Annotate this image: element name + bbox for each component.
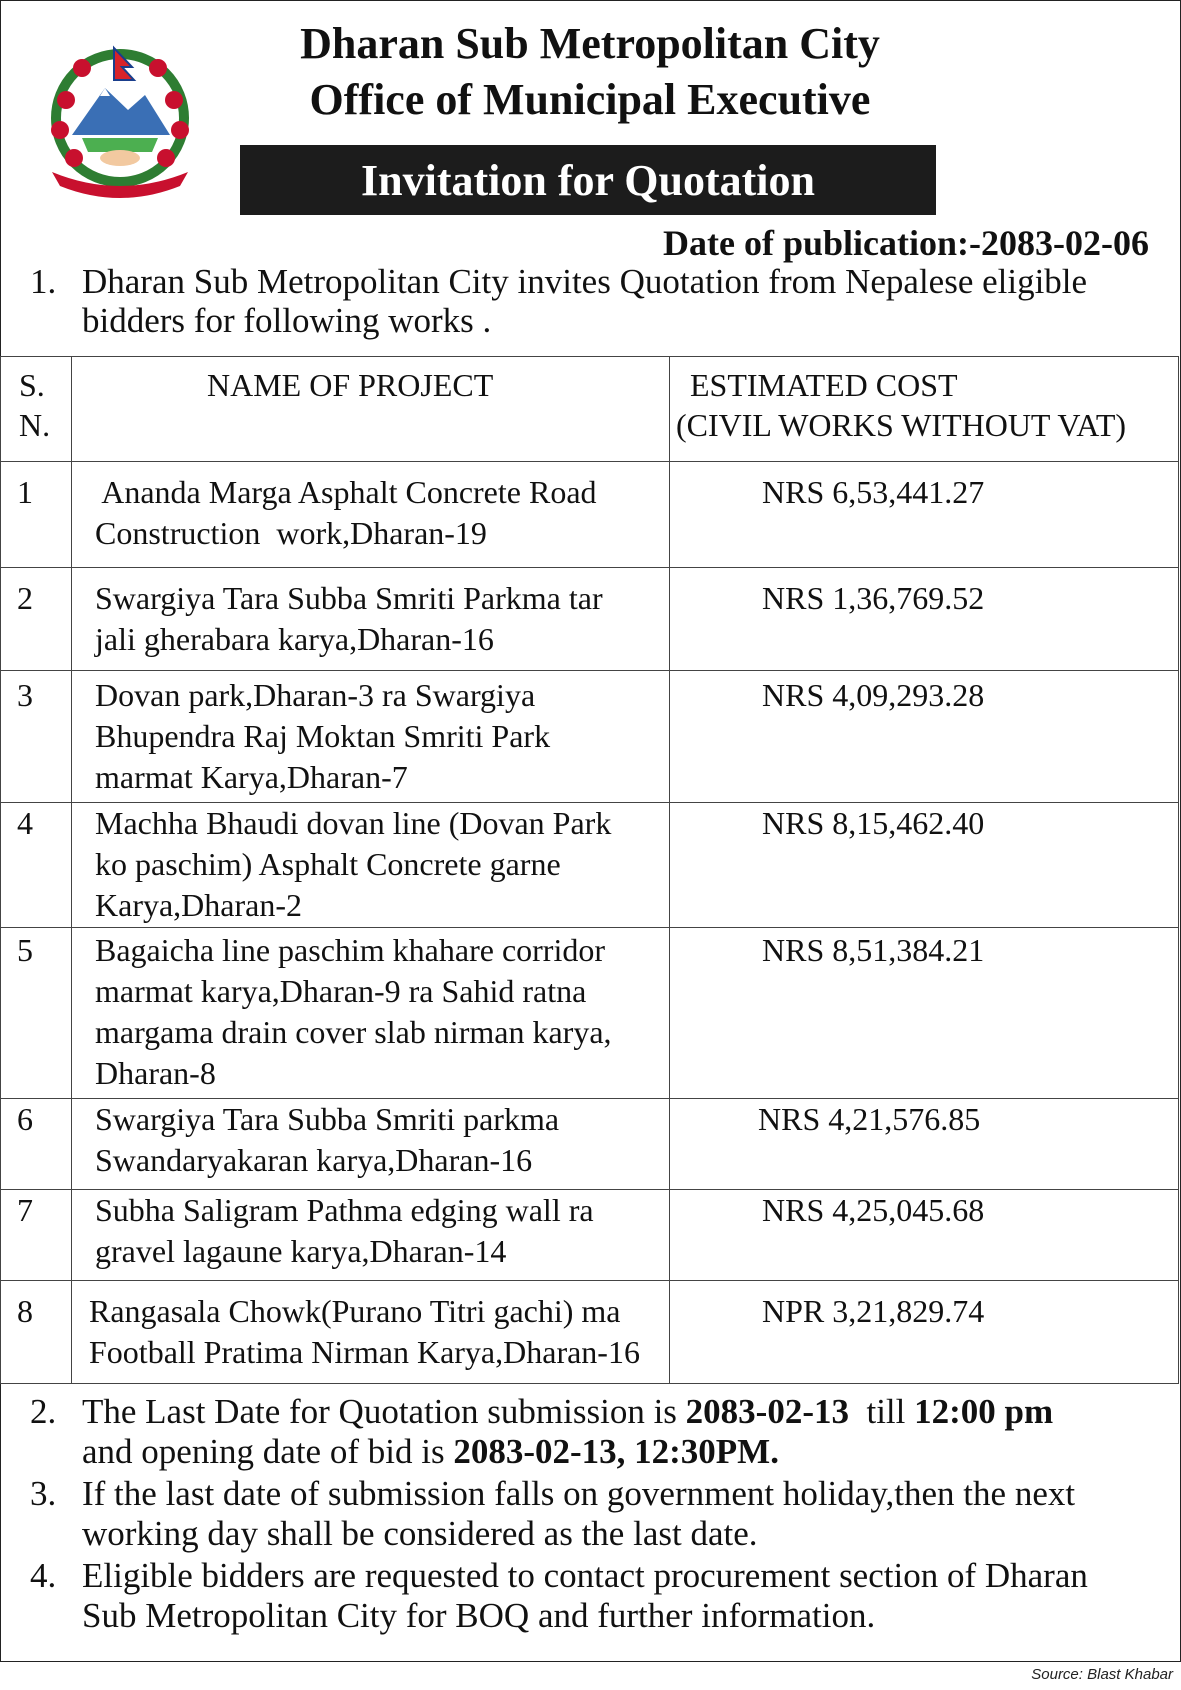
intro-paragraph [30, 262, 1160, 340]
row-sn: 5 [1, 928, 72, 1099]
note-4: 4. Eligible bidders are requested to contact procurement section of Dharan Sub Metropolitan City for BOQ and further information. [30, 1556, 1088, 1635]
row-sn: 2 [1, 568, 72, 671]
row-cost: NRS 4,25,045.68 [670, 1190, 1179, 1281]
row-project-name: Swargiya Tara Subba Smriti parkma Swandaryakaran karya,Dharan-16 [72, 1099, 670, 1190]
header-estimated-cost: ESTIMATED COST (CIVIL WORKS WITHOUT VAT) [670, 357, 1179, 462]
row-sn: 6 [1, 1099, 72, 1190]
row-cost: NRS 6,53,441.27 [670, 462, 1179, 568]
row-cost: NRS 8,15,462.40 [670, 803, 1179, 928]
table-row [1, 1190, 1179, 1281]
note-3: 3. If the last date of submission falls on government holiday,then the next working day shall be considered as the last date. [30, 1474, 1076, 1553]
emblem-map [82, 138, 158, 152]
row-sn: 1 [1, 462, 72, 568]
source-credit: Source: Blast Khabar [1031, 1666, 1173, 1683]
row-project-name: Rangasala Chowk(Purano Titri gachi) ma Football Pratima Nirman Karya,Dharan-16 [72, 1281, 670, 1384]
row-cost: NRS 8,51,384.21 [670, 928, 1179, 1099]
intro-number: 1. [30, 262, 57, 301]
table-row [1, 803, 1179, 928]
works-table [0, 356, 1179, 1384]
note-2: 2. The Last Date for Quotation submission is 2083-02-13 till 12:00 pm and opening date of bid is 2083-02-13, 12:30PM. [30, 1392, 1054, 1471]
intro-line2: bidders for following works . [82, 301, 492, 340]
row-cost: NRS 4,09,293.28 [670, 671, 1179, 803]
intro-line1: Dharan Sub Metropolitan City invites Quotation from Nepalese eligible [82, 262, 1088, 301]
row-sn: 7 [1, 1190, 72, 1281]
table-row [1, 1099, 1179, 1190]
row-sn: 8 [1, 1281, 72, 1384]
row-project-name: Subha Saligram Pathma edging wall ra gravel lagaune karya,Dharan-14 [72, 1190, 670, 1281]
row-sn: 4 [1, 803, 72, 928]
header-project-name: NAME OF PROJECT [72, 357, 670, 462]
row-project-name: Machha Bhaudi dovan line (Dovan Park ko paschim) Asphalt Concrete garne Karya,Dharan-2 [72, 803, 670, 928]
row-project-name: Dovan park,Dharan-3 ra Swargiya Bhupendra Raj Moktan Smriti Park marmat Karya,Dharan-7 [72, 671, 670, 803]
office-subtitle: Office of Municipal Executive [309, 75, 871, 124]
row-cost: NRS 4,21,576.85 [670, 1099, 1179, 1190]
nepal-government-emblem-icon [30, 40, 210, 200]
submission-date: 2083-02-13 [685, 1392, 849, 1431]
row-cost: NPR 3,21,829.74 [670, 1281, 1179, 1384]
row-project-name: Bagaicha line paschim khahare corridor marmat karya,Dharan-9 ra Sahid ratna margama drain cover slab nirman karya, Dharan-8 [72, 928, 670, 1099]
submission-time: 12:00 pm [914, 1392, 1054, 1431]
table-header-row [1, 357, 1179, 462]
table-row [1, 568, 1179, 671]
row-cost: NRS 1,36,769.52 [670, 568, 1179, 671]
table-row [1, 1281, 1179, 1384]
publication-date: Date of publication:-2083-02-06 [663, 223, 1149, 263]
row-project-name: Ananda Marga Asphalt Concrete Road Construction work,Dharan-19 [72, 462, 670, 568]
header-sn: S. N. [1, 357, 72, 462]
table-row [1, 928, 1179, 1099]
office-title: Dharan Sub Metropolitan City [300, 19, 880, 68]
emblem-mountain [72, 88, 170, 135]
opening-date: 2083-02-13, 12:30PM. [453, 1432, 779, 1471]
notice-banner [240, 145, 936, 215]
row-project-name: Swargiya Tara Subba Smriti Parkma tar jali gherabara karya,Dharan-16 [72, 568, 670, 671]
table-row [1, 671, 1179, 803]
row-sn: 3 [1, 671, 72, 803]
notes-section [30, 1392, 1160, 1638]
table-row [1, 462, 1179, 568]
banner-text: Invitation for Quotation [361, 155, 815, 205]
